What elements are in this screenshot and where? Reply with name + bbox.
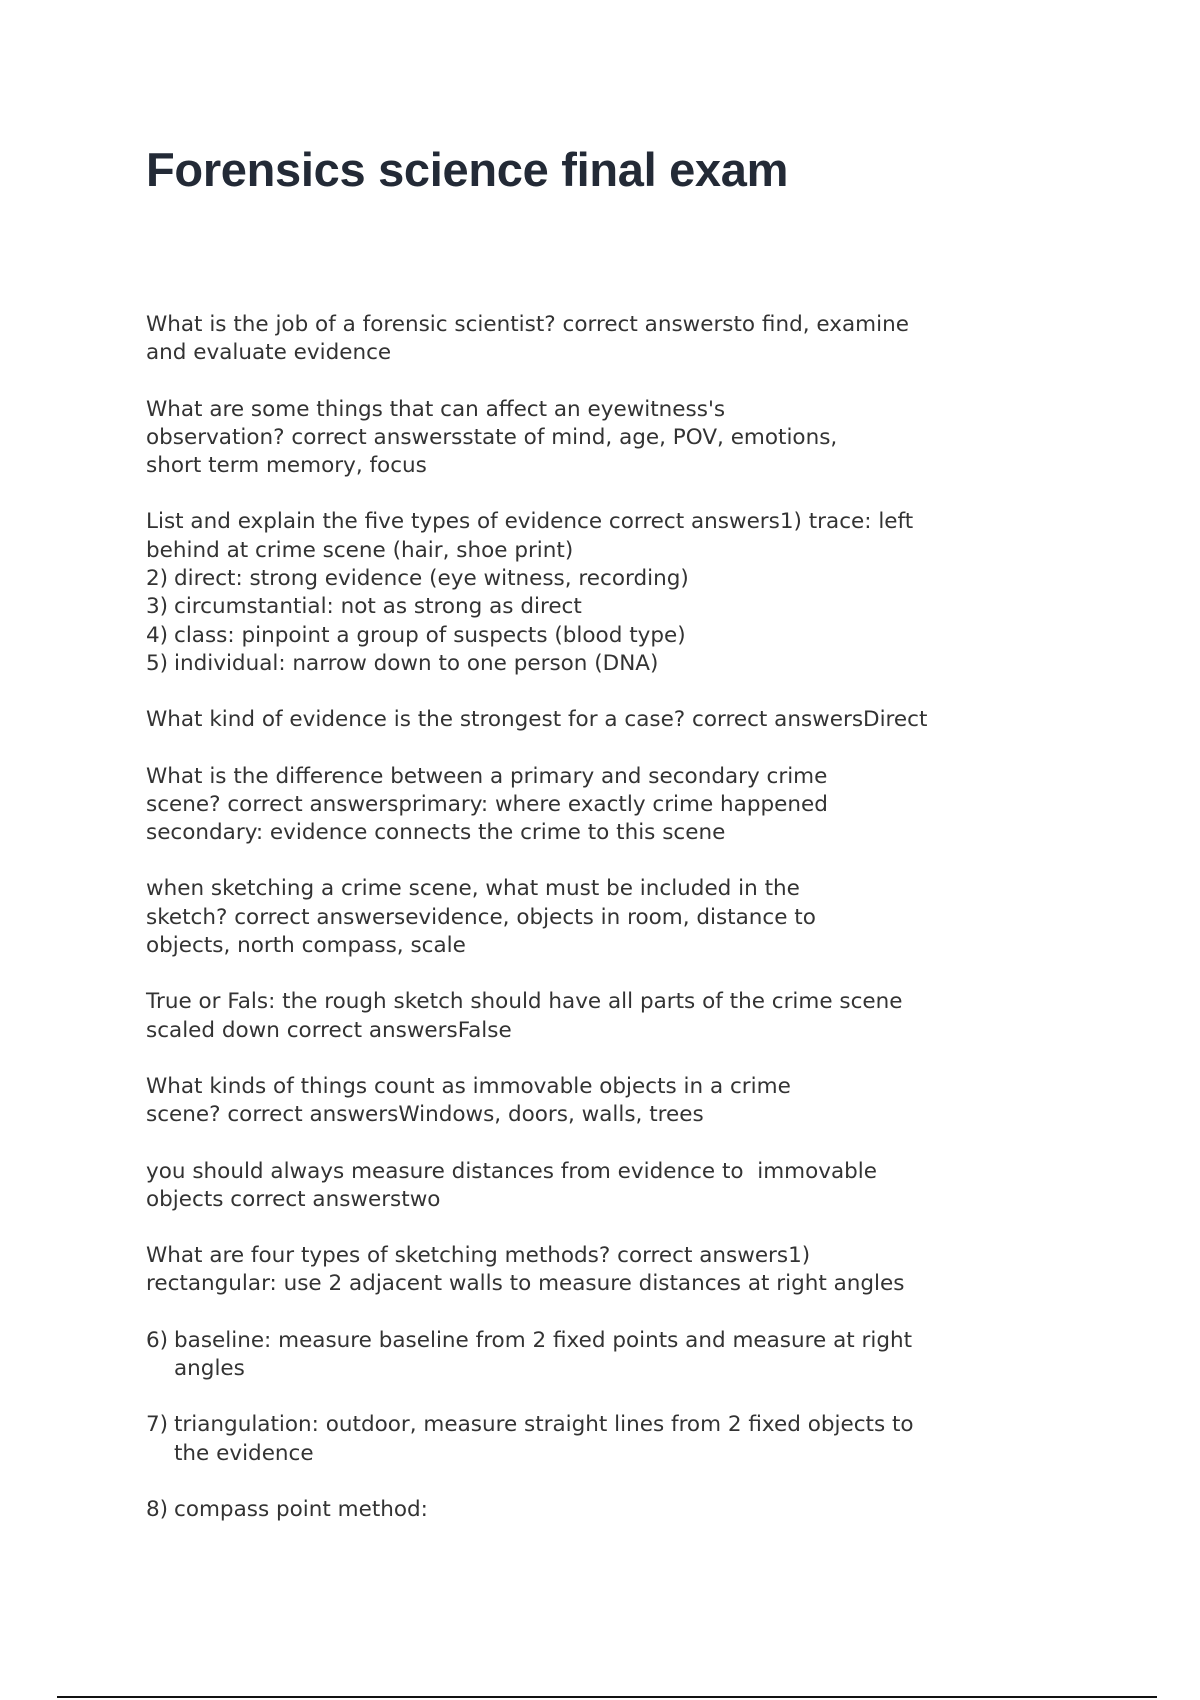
page-bottom-divider	[57, 1696, 1157, 1698]
list-item	[146, 650, 1046, 678]
question-paragraph: you should always measure distances from evidence to immovable objects correct answerstwo	[146, 1158, 877, 1212]
question-paragraph: What are some things that can affect an eyewitness's observation? correct answersstate of mind, age, POV, emotions, short term memory, focus	[146, 396, 838, 479]
list-number: 2)	[146, 566, 169, 592]
question-paragraph: What kinds of things count as immovable objects in a crime scene? correct answersWindows, doors, walls, trees	[146, 1073, 791, 1128]
list-text: individual: narrow down to one person (DNA)	[174, 650, 659, 676]
list-number: 7)	[146, 1412, 169, 1438]
list-item	[146, 593, 1046, 621]
list-item	[146, 622, 1046, 650]
question-paragraph: What is the difference between a primary and secondary crime scene? correct answersprimary: where exactly crime happened secondary: evidence connects the crime to this scene	[146, 763, 828, 846]
list-text: direct: strong evidence (eye witness, recording)	[174, 566, 689, 592]
list-item	[146, 1411, 1046, 1468]
question-paragraph: True or Fals: the rough sketch should have all parts of the crime scene scaled down correct answersFalse	[146, 989, 903, 1043]
list-text: baseline: measure baseline from 2 fixed points and measure at right angles	[174, 1327, 913, 1382]
list-item	[146, 1327, 1046, 1384]
list-text: class: pinpoint a group of suspects (blood type)	[174, 622, 686, 648]
question-paragraph: when sketching a crime scene, what must be included in the sketch? correct answersevidence, objects in room, distance to objects, north compass, scale	[146, 876, 816, 959]
list-number: 3)	[146, 594, 169, 620]
list-text: compass point method:	[174, 1496, 428, 1522]
evidence-types-list	[146, 565, 1046, 678]
list-text: triangulation: outdoor, measure straight lines from 2 fixed objects to the evidence	[174, 1412, 914, 1466]
document-body	[146, 311, 1046, 1552]
list-number: 8)	[146, 1496, 169, 1522]
question-paragraph: What is the job of a forensic scientist? correct answersto find, examine and evaluate evidence	[146, 312, 909, 366]
list-item	[146, 565, 1046, 593]
list-text: circumstantial: not as strong as direct	[174, 594, 582, 620]
question-paragraph: What kind of evidence is the strongest for a case? correct answersDirect	[146, 707, 928, 733]
list-item	[146, 1496, 1046, 1524]
list-number: 5)	[146, 650, 169, 676]
question-paragraph: What are four types of sketching methods? correct answers1) rectangular: use 2 adjacent walls to measure distances at right angles	[146, 1243, 905, 1297]
list-number: 4)	[146, 622, 169, 648]
document-title: Forensics science final exam	[146, 143, 789, 196]
list-number: 6)	[146, 1327, 169, 1353]
question-paragraph: List and explain the five types of evidence correct answers1) trace: left behind at crime scene (hair, shoe print)	[146, 509, 914, 563]
